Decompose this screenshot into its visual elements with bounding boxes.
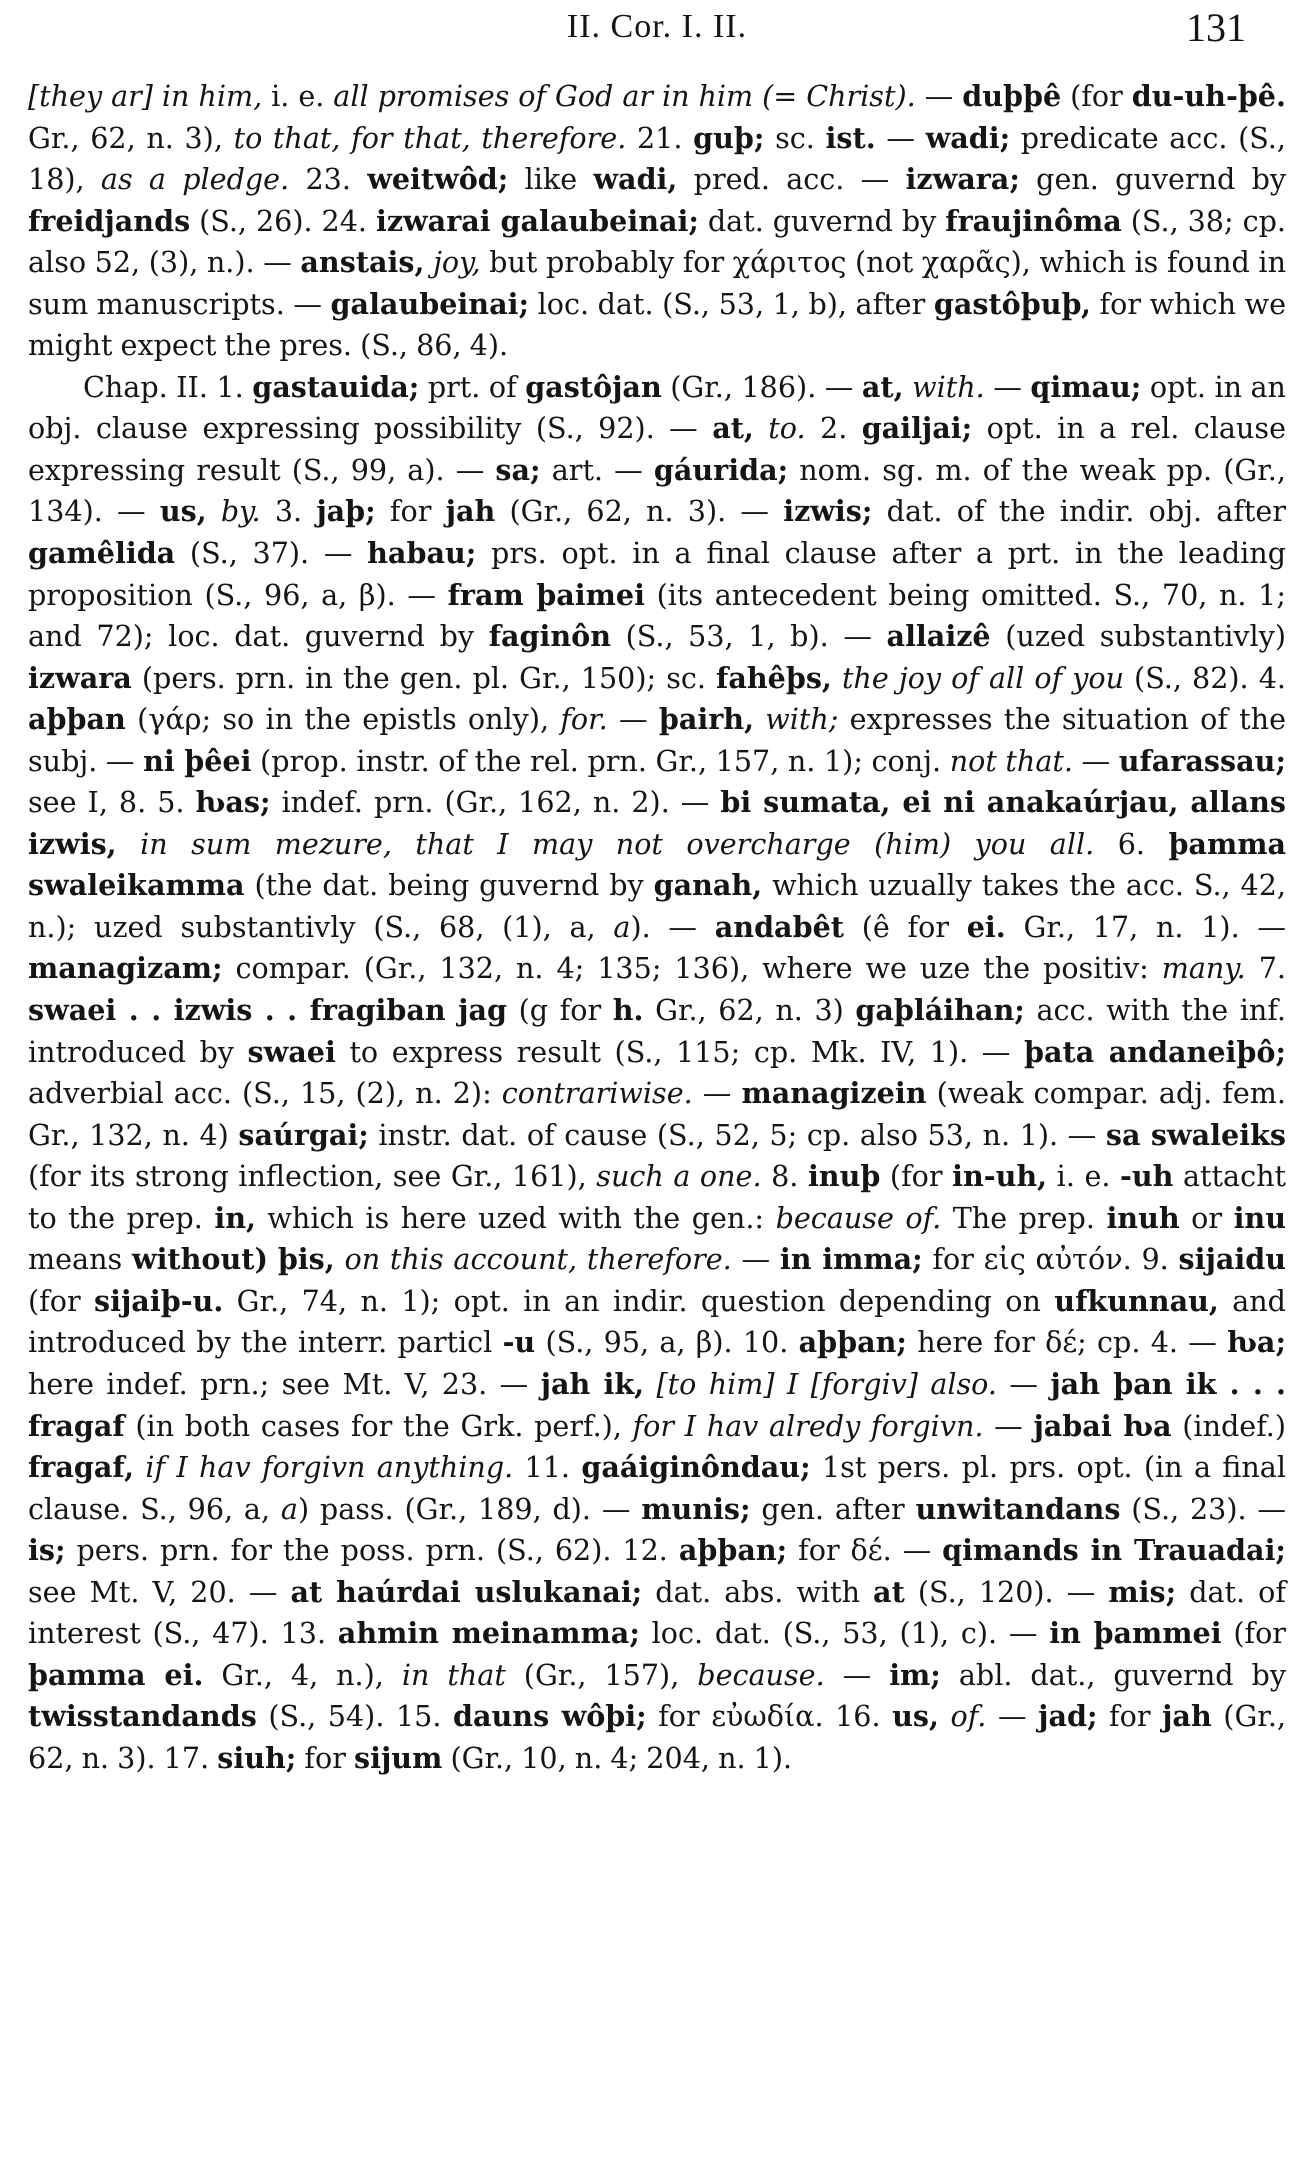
- commentary-text: Gr., 4, n.),: [203, 1657, 402, 1692]
- headword-term: gamêlida: [28, 536, 176, 571]
- commentary-text: (Gr., 62, n. 3). 17.: [28, 1699, 1286, 1775]
- headword-term: us,: [159, 494, 207, 529]
- commentary-text: for εὐωδία. 16.: [646, 1699, 893, 1734]
- headword-term: mis;: [1108, 1574, 1177, 1609]
- commentary-text: art. —: [540, 452, 654, 487]
- headword-term: weitwôd;: [367, 162, 509, 197]
- commentary-text: —: [983, 1408, 1034, 1443]
- commentary-text: 11.: [513, 1450, 582, 1485]
- commentary-text: pers. prn. for the poss. prn. (S., 62). 12.: [65, 1533, 679, 1568]
- commentary-text: Chap. II. 1.: [83, 369, 253, 404]
- headword-term: þis,: [277, 1242, 335, 1277]
- commentary-text: (S., 120). —: [904, 1574, 1109, 1609]
- headword-term: gastôjan: [525, 369, 662, 404]
- commentary-text: 3.: [260, 494, 317, 529]
- headword-term: -uh: [1120, 1159, 1174, 1194]
- headword-term: at: [873, 1574, 905, 1609]
- commentary-text: 1st pers. pl. prs. opt. (in a final clause. S., 96, a,: [28, 1450, 1286, 1526]
- commentary-paragraph-1: [28, 76, 1286, 367]
- commentary-text: gen. guvernd by: [1019, 162, 1287, 197]
- commentary-text: dat. of interest (S., 47). 13.: [28, 1574, 1286, 1651]
- gloss-translation: not that.: [949, 743, 1073, 778]
- headword-term: sa;: [495, 452, 541, 487]
- gloss-translation: a: [613, 909, 631, 944]
- commentary-text: or: [1179, 1200, 1234, 1235]
- commentary-text: (for: [880, 1159, 953, 1194]
- commentary-text: for εἰς αὐτόν. 9.: [922, 1242, 1179, 1277]
- headword-term: jad;: [1038, 1699, 1098, 1734]
- headword-term: ufarassau;: [1118, 743, 1286, 778]
- commentary-text: dat. guvernd by: [698, 203, 946, 238]
- commentary-text: gen. after: [750, 1491, 916, 1526]
- commentary-text: i. e.: [1047, 1159, 1120, 1194]
- headword-term: faginôn: [488, 619, 612, 654]
- gloss-translation: many.: [1161, 951, 1246, 986]
- commentary-text: i. e.: [271, 79, 334, 113]
- headword-term: unwitandans: [915, 1491, 1121, 1526]
- headword-term: andabêt: [714, 909, 844, 944]
- commentary-text: sc.: [764, 120, 826, 155]
- commentary-text: see Mt. V, 20. —: [28, 1574, 291, 1609]
- headword-term: fram þaimei: [447, 577, 645, 612]
- commentary-text: (S., 82). 4.: [1124, 660, 1286, 695]
- gloss-translation: [they ar] in him,: [28, 79, 272, 113]
- headword-term: þairh,: [658, 702, 755, 737]
- commentary-text: but probably for χάριτος (not χαρᾶς), which is found in sum manuscripts. —: [28, 245, 1286, 321]
- commentary-text: (for: [1061, 79, 1132, 113]
- gloss-translation: contrariwise.: [501, 1076, 693, 1111]
- commentary-text: (S., 54). 15.: [256, 1699, 453, 1734]
- headword-term: þamma ei.: [28, 1657, 204, 1692]
- commentary-text: 6.: [1094, 826, 1169, 861]
- headword-term: in,: [214, 1200, 256, 1235]
- commentary-text: indef. prn. (Gr., 162, n. 2). —: [270, 785, 721, 820]
- headword-term: gaáiginôndau;: [581, 1450, 811, 1485]
- commentary-text: (indef.): [1171, 1408, 1287, 1443]
- commentary-text: loc. dat. (S., 53, 1, b), after: [529, 286, 934, 321]
- commentary-text: (S., 23). —: [1120, 1491, 1286, 1526]
- commentary-text: —: [875, 120, 926, 155]
- headword-term: wadi,: [593, 162, 678, 197]
- commentary-text: (weak compar. adj. fem. Gr., 132, n. 4): [28, 1076, 1286, 1152]
- commentary-text: (Gr., 10, n. 4; 204, n. 1).: [442, 1740, 793, 1775]
- headword-term: munis;: [641, 1491, 751, 1526]
- headword-term: aþþan: [28, 702, 126, 737]
- headword-term: izwara: [28, 660, 132, 695]
- gloss-translation: to that, for that, therefore.: [233, 120, 627, 155]
- gloss-translation: the joy of all of you: [831, 660, 1124, 695]
- headword-term: fraujinôma: [945, 203, 1122, 238]
- headword-term: guþ;: [693, 120, 765, 155]
- headword-term: allaizê: [886, 619, 991, 654]
- headword-term: us,: [892, 1699, 939, 1734]
- headword-term: ganah,: [653, 868, 763, 903]
- commentary-text: —: [607, 702, 659, 737]
- commentary-text: nom. sg. m. of the weak pp. (Gr., 134). —: [28, 452, 1286, 529]
- headword-term: inuh: [1106, 1200, 1180, 1235]
- commentary-text: (γάρ; so in the epistls only),: [125, 702, 561, 737]
- commentary-text: —: [984, 369, 1031, 404]
- headword-term: siuh;: [217, 1740, 297, 1775]
- commentary-text: 21.: [626, 120, 694, 155]
- commentary-text: and introduced by the interr. particl: [28, 1283, 1286, 1360]
- headword-term: qimands in Trauadai;: [942, 1533, 1286, 1568]
- commentary-text: instr. dat. of cause (S., 52, 5; cp. also 53, n. 1). —: [368, 1117, 1106, 1152]
- headword-term: þamma swaleikamma: [28, 826, 1286, 903]
- commentary-text: (prop. instr. of the rel. prn. Gr., 157, n. 1); conj.: [251, 743, 950, 778]
- headword-term: dauns wôþi;: [452, 1699, 647, 1734]
- gloss-translation: by.: [206, 494, 261, 529]
- commentary-text: [268, 1242, 278, 1276]
- gloss-translation: if I hav forgivn anything.: [134, 1450, 514, 1485]
- commentary-text: (its antecedent being omitted. S., 70, n. 1; and 72); loc. dat. guvernd by: [28, 577, 1286, 654]
- headword-term: jah ik,: [540, 1366, 645, 1401]
- commentary-text: here indef. prn.; see Mt. V, 23. —: [28, 1366, 541, 1401]
- commentary-text: —: [997, 1366, 1051, 1401]
- headword-term: ƕas;: [195, 785, 271, 820]
- commentary-text: Gr., 62, n. 3): [643, 993, 856, 1028]
- gloss-translation: because of.: [775, 1200, 942, 1235]
- headword-term: saúrgai;: [238, 1117, 369, 1152]
- commentary-text: prt. of: [419, 369, 526, 404]
- commentary-text: expresses the situation of the subj. —: [28, 702, 1287, 778]
- commentary-text: opt. in an obj. clause expressing possibility (S., 92). —: [28, 369, 1286, 446]
- headword-term: sa swaleiks: [1105, 1117, 1287, 1152]
- commentary-text: abl. dat., guvernd by: [940, 1657, 1286, 1692]
- headword-term: is;: [28, 1533, 66, 1568]
- commentary-paragraph-2: [28, 367, 1286, 1780]
- headword-term: anstais,: [300, 245, 425, 280]
- commentary-text: (ê for: [843, 909, 967, 944]
- commentary-text: Gr., 17, n. 1). —: [1005, 909, 1286, 944]
- gloss-translation: because.: [697, 1657, 825, 1692]
- commentary-text: for: [1097, 1699, 1163, 1734]
- gloss-translation: in sum mezure, that I may not overcharge (him) you all.: [116, 826, 1095, 861]
- commentary-text: to express result (S., 115; cp. Mk. IV, 1). —: [335, 1034, 1024, 1069]
- gloss-translation: on this account, therefore.: [334, 1242, 732, 1277]
- headword-term: qimau;: [1030, 369, 1142, 404]
- commentary-text: —: [692, 1076, 742, 1111]
- commentary-text: (g for: [507, 993, 613, 1028]
- commentary-text: ) pass. (Gr., 189, d). —: [297, 1491, 642, 1526]
- headword-term: ist.: [825, 120, 876, 155]
- commentary-text: (S., 95, a, β). 10.: [535, 1325, 799, 1360]
- commentary-text: which uzually takes the acc. S., 42, n.); uzed substantivly (S., 68, (1), a,: [28, 868, 1286, 944]
- commentary-text: adverbial acc. (S., 15, (2), n. 2):: [28, 1076, 502, 1111]
- headword-term: in-uh,: [952, 1159, 1048, 1194]
- headword-term: aþþan;: [798, 1325, 907, 1360]
- commentary-text: (Gr., 62, n. 3). —: [495, 494, 784, 529]
- commentary-text: opt. in a rel. clause expressing result (S., 99, a). —: [28, 411, 1286, 487]
- headword-term: ƕa;: [1227, 1325, 1287, 1360]
- commentary-text: The prep.: [941, 1200, 1107, 1235]
- headword-term: ahmin meinamma;: [337, 1616, 640, 1651]
- headword-term: duþþê: [962, 79, 1062, 113]
- headword-term: wadi;: [925, 120, 1011, 155]
- headword-term: þata andaneiþô;: [1023, 1034, 1287, 1069]
- commentary-text: —: [924, 79, 963, 113]
- commentary-text: means: [28, 1242, 132, 1277]
- commentary-text: ). —: [630, 909, 715, 944]
- commentary-text: prs. opt. in a final clause after a prt. in the leading proposition (S., 96, a, β). —: [28, 536, 1287, 612]
- commentary-text: which is here uzed with the gen.:: [255, 1200, 776, 1235]
- gloss-translation: of.: [938, 1699, 987, 1734]
- commentary-text: dat. of the indir. obj. after: [872, 494, 1287, 529]
- headword-term: fragaf,: [28, 1450, 135, 1485]
- commentary-text: 2.: [805, 411, 862, 446]
- headword-term: twisstandands: [28, 1699, 257, 1734]
- gloss-translation: joy,: [424, 245, 481, 280]
- headword-term: jah: [445, 494, 496, 529]
- headword-term: du-uh-þê.: [1131, 79, 1286, 113]
- headword-term: managizein: [741, 1076, 927, 1111]
- headword-term: gáurida;: [653, 452, 789, 487]
- commentary-text: dat. abs. with: [642, 1574, 874, 1609]
- headword-term: jabai ƕa: [1033, 1408, 1172, 1443]
- commentary-text: for which we might expect the pres. (S., 86, 4).: [28, 286, 1286, 363]
- headword-term: ni þêei: [143, 743, 252, 778]
- gloss-translation: with.: [903, 369, 985, 404]
- commentary-text: (Gr., 186). —: [661, 369, 862, 404]
- gloss-translation: in that: [401, 1657, 506, 1692]
- commentary-text: see I, 8. 5.: [28, 785, 196, 820]
- commentary-text: (pers. prn. in the gen. pl. Gr., 150); sc.: [131, 660, 717, 695]
- commentary-text: (Gr., 157),: [505, 1657, 698, 1692]
- headword-term: jah: [1162, 1699, 1212, 1734]
- headword-term: aþþan;: [678, 1533, 788, 1568]
- headword-term: galaubeinai;: [330, 286, 530, 321]
- headword-term: in imma;: [779, 1242, 923, 1277]
- headword-term: in þammei: [1049, 1616, 1222, 1651]
- commentary-text: 7.: [1245, 951, 1286, 986]
- commentary-text: —: [731, 1242, 780, 1277]
- gloss-translation: a: [280, 1491, 298, 1526]
- headword-term: im;: [889, 1657, 941, 1692]
- commentary-text: compar. (Gr., 132, n. 4; 135; 136), where we uze the positiv:: [222, 951, 1162, 986]
- gloss-translation: to.: [753, 411, 806, 446]
- commentary-text: for: [375, 494, 446, 529]
- headword-term: without): [131, 1242, 269, 1277]
- commentary-text: 23.: [289, 162, 368, 197]
- gloss-translation: [to him] I [forgiv] also.: [644, 1366, 997, 1401]
- headword-term: swaei . . izwis . . fragiban jag: [28, 993, 507, 1028]
- headword-term: inu: [1233, 1200, 1287, 1235]
- gloss-translation: all promises of God ar in him (= Christ).: [333, 79, 925, 113]
- commentary-text: (S., 37). —: [175, 536, 368, 571]
- commentary-text: (S., 26). 24.: [190, 203, 376, 238]
- headword-term: izwara;: [905, 162, 1020, 197]
- headword-term: izwis;: [783, 494, 873, 529]
- headword-term: gastôþuþ,: [933, 286, 1091, 321]
- gloss-translation: with;: [754, 702, 839, 737]
- headword-term: inuþ: [807, 1159, 881, 1194]
- headword-term: fahêþs,: [716, 660, 832, 695]
- commentary-text: (for: [1221, 1616, 1286, 1651]
- commentary-text: (S., 53, 1, b). —: [611, 619, 887, 654]
- page-number: 131: [1186, 5, 1246, 50]
- gloss-translation: for I hav alredy forgivn.: [632, 1408, 984, 1443]
- commentary-text: (in both cases for the Grk. perf.),: [124, 1408, 633, 1443]
- headword-term: gaþláihan;: [855, 993, 1025, 1028]
- headword-term: swaei: [247, 1034, 336, 1069]
- commentary-text: 8.: [761, 1159, 808, 1194]
- headword-term: gastauida;: [252, 369, 420, 404]
- commentary-text: Gr., 74, n. 1); opt. in an indir. question depending on: [223, 1283, 1055, 1318]
- headword-term: ei.: [966, 909, 1006, 944]
- commentary-text: Gr., 62, n. 3),: [28, 120, 234, 155]
- headword-term: sijaidu: [1178, 1242, 1287, 1277]
- headword-term: at haúrdai uslukanai;: [290, 1574, 643, 1609]
- headword-term: -u: [502, 1325, 536, 1360]
- headword-term: jah þan ik . . . fragaf: [28, 1366, 1286, 1443]
- commentary-text: —: [824, 1657, 890, 1692]
- commentary-text: loc. dat. (S., 53, (1), c). —: [639, 1616, 1050, 1651]
- commentary-text: for: [296, 1740, 354, 1775]
- commentary-text: for δέ. —: [787, 1533, 943, 1568]
- commentary-text: —: [986, 1699, 1039, 1734]
- commentary-text: here for δέ; cp. 4. —: [906, 1325, 1228, 1360]
- commentary-text: acc. with the inf. introduced by: [28, 993, 1286, 1069]
- commentary-text: —: [1072, 743, 1119, 778]
- commentary-text: (uzed substantivly): [990, 619, 1286, 654]
- headword-term: bi sumata, ei ni anakaúrjau, allans izwis,: [28, 785, 1286, 861]
- headword-term: h.: [612, 993, 644, 1028]
- commentary-text: (S., 38; cp. also 52, (3), n.). —: [28, 203, 1286, 280]
- commentary-text: predicate acc. (S., 18),: [28, 120, 1286, 197]
- commentary-text: (for: [28, 1283, 94, 1318]
- headword-term: habau;: [367, 536, 477, 571]
- running-head: II. Cor. I. II.: [566, 8, 748, 45]
- headword-term: sijaiþ-u.: [94, 1283, 224, 1318]
- gloss-translation: as a pledge.: [100, 162, 290, 197]
- gloss-translation: such a one.: [596, 1159, 762, 1194]
- headword-term: freidjands: [28, 203, 191, 238]
- headword-term: jaþ;: [316, 494, 376, 529]
- commentary-text: attacht to the prep.: [28, 1159, 1286, 1235]
- headword-term: at,: [861, 369, 904, 404]
- headword-term: managizam;: [28, 951, 223, 986]
- headword-term: sijum: [354, 1740, 443, 1775]
- headword-term: gailjai;: [861, 411, 973, 446]
- headword-term: ufkunnau,: [1054, 1283, 1219, 1318]
- commentary-text: pred. acc. —: [677, 162, 906, 197]
- gloss-translation: for.: [560, 702, 608, 737]
- commentary-text: like: [508, 162, 594, 197]
- page-header: [28, 0, 1286, 76]
- commentary-text: (for its strong inflection, see Gr., 161),: [28, 1159, 597, 1194]
- headword-term: izwarai galaubeinai;: [375, 203, 699, 238]
- headword-term: at,: [712, 411, 754, 446]
- commentary-text: (the dat. being guvernd by: [244, 868, 654, 903]
